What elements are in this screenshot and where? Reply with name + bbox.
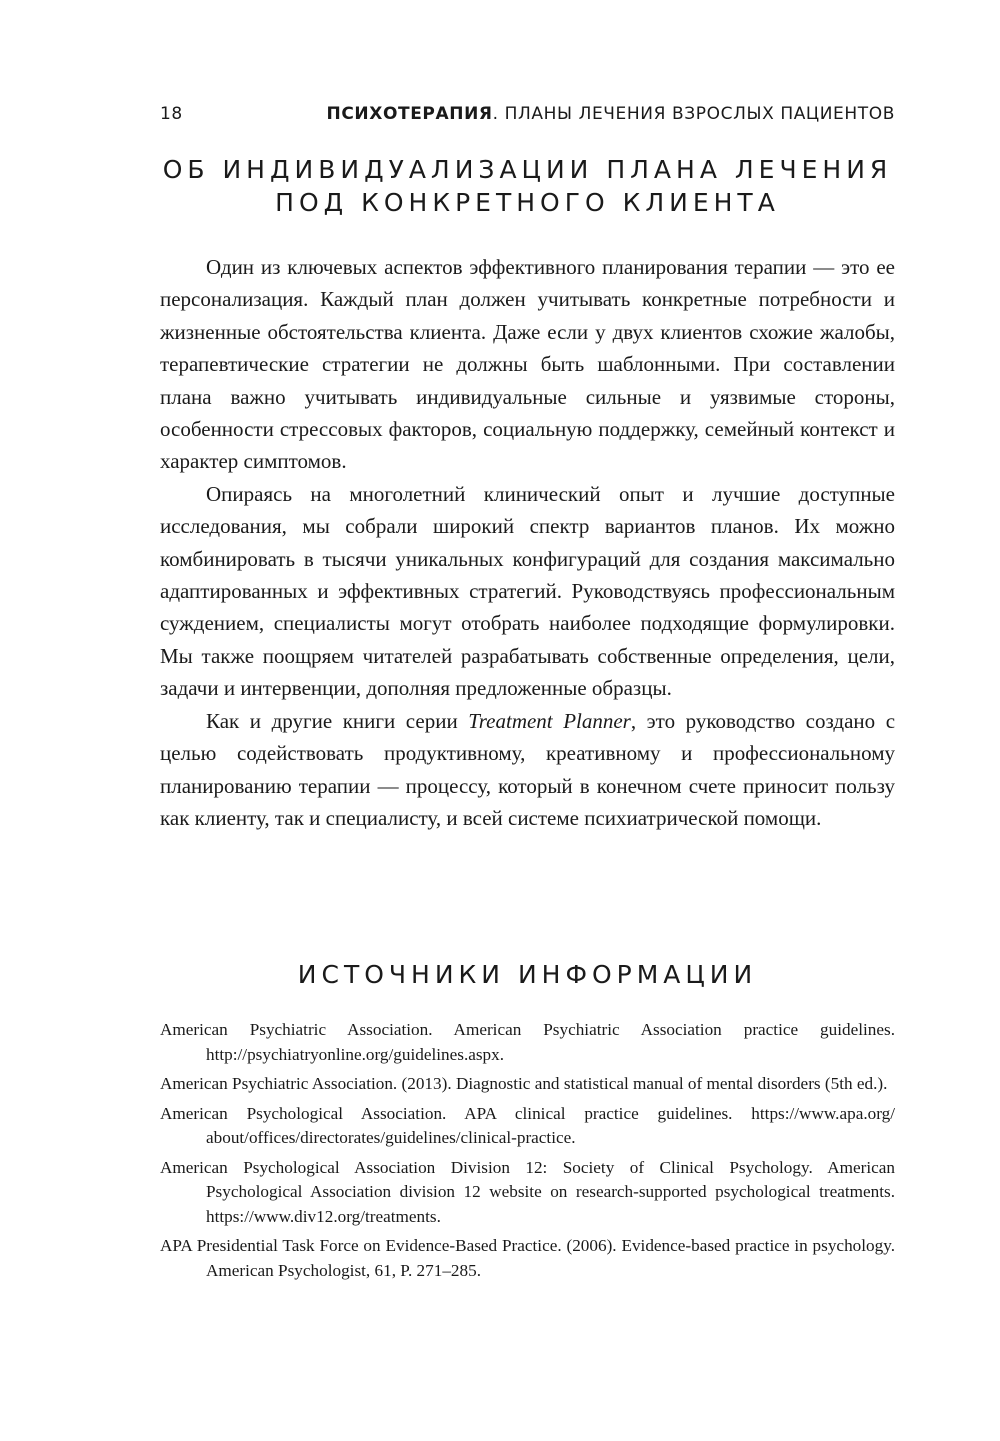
reference-item: American Psychiatric Association. (2013). Diagnostic and statistical manual of mental disorders (5th ed.). <box>160 1074 888 1093</box>
section-title-line-2: ПОД КОНКРЕТНОГО КЛИЕНТА <box>275 188 780 217</box>
paragraph-1: Один из ключевых аспектов эффективного планирования терапии — это ее персонализация. Каждый план должен учитывать конкретные потребности и жизненные обстоятельства клиента. Даже если у двух клиентов схожие жалобы, терапевтические стратегии не должны быть шаблонными. При составлении плана важно учитывать индивидуальные сильные и уязвимые стороны, особенности стрессовых факторов, социальную поддержку, семейный контекст и характер симптомов. <box>160 255 895 474</box>
running-title-bold: ПСИХОТЕРАПИЯ <box>326 104 493 124</box>
paragraph-3-before: Как и другие книги серии <box>206 708 469 733</box>
section-title-sources: ИСТОЧНИКИ ИНФОРМАЦИИ <box>297 960 758 989</box>
running-header <box>160 104 895 130</box>
reference-item: American Psychiatric Association. American Psychiatric Association practice guidelines. http://psychiatryonline.org/guidelines.aspx. <box>160 1020 895 1064</box>
page-number: 18 <box>160 104 183 124</box>
running-title <box>327 104 895 124</box>
reference-item: APA Presidential Task Force on Evidence-Based Practice. (2006). Evidence-based practice in psychology. American Psychologist, 61, P. 271–285. <box>160 1236 895 1280</box>
section-title-individualization <box>120 153 935 219</box>
paragraph-3-after: , это руководство создано с целью содействовать продуктивному, креативному и профессиональному планированию терапии — процессу, который в конечном счете приносит пользу как клиенту, так и специалисту, и всей системе психиатрической помощи. <box>160 708 896 830</box>
series-name: Treatment Planner <box>468 708 631 733</box>
running-title-rest: . ПЛАНЫ ЛЕЧЕНИЯ ВЗРОСЛЫХ ПАЦИЕНТОВ <box>492 104 895 124</box>
paragraph-2: Опираясь на многолетний клинический опыт и лучшие доступные исследования, мы собрали широкий спектр вариантов планов. Их можно комбинировать в тысячи уникальных конфигураций для создания максимально адаптированных и эффективных стратегий. Руководствуясь профессиональным суждением, специалисты могут отобрать наиболее подходящие формулировки. Мы также поощряем читателей разрабатывать собственные определения, цели, задачи и интервенции, дополняя предложенные образцы. <box>160 481 895 701</box>
reference-item: American Psychological Association Division 12: Society of Clinical Psychology. American Psychological Association division 12 website on research-supported psychological treatments. https://www.div12.org/treatments. <box>160 1157 895 1226</box>
reference-item: American Psychological Association. APA clinical practice guidelines. https://www.apa.org/​about/offices/directorates/guidelines/clinical-practice. <box>160 1103 895 1147</box>
section-title-line-1: ОБ ИНДИВИДУАЛИЗАЦИИ ПЛАНА ЛЕЧЕНИЯ <box>162 155 893 184</box>
paragraph-3 <box>160 705 895 835</box>
reference-list <box>160 1018 895 1288</box>
body-text <box>160 251 895 834</box>
